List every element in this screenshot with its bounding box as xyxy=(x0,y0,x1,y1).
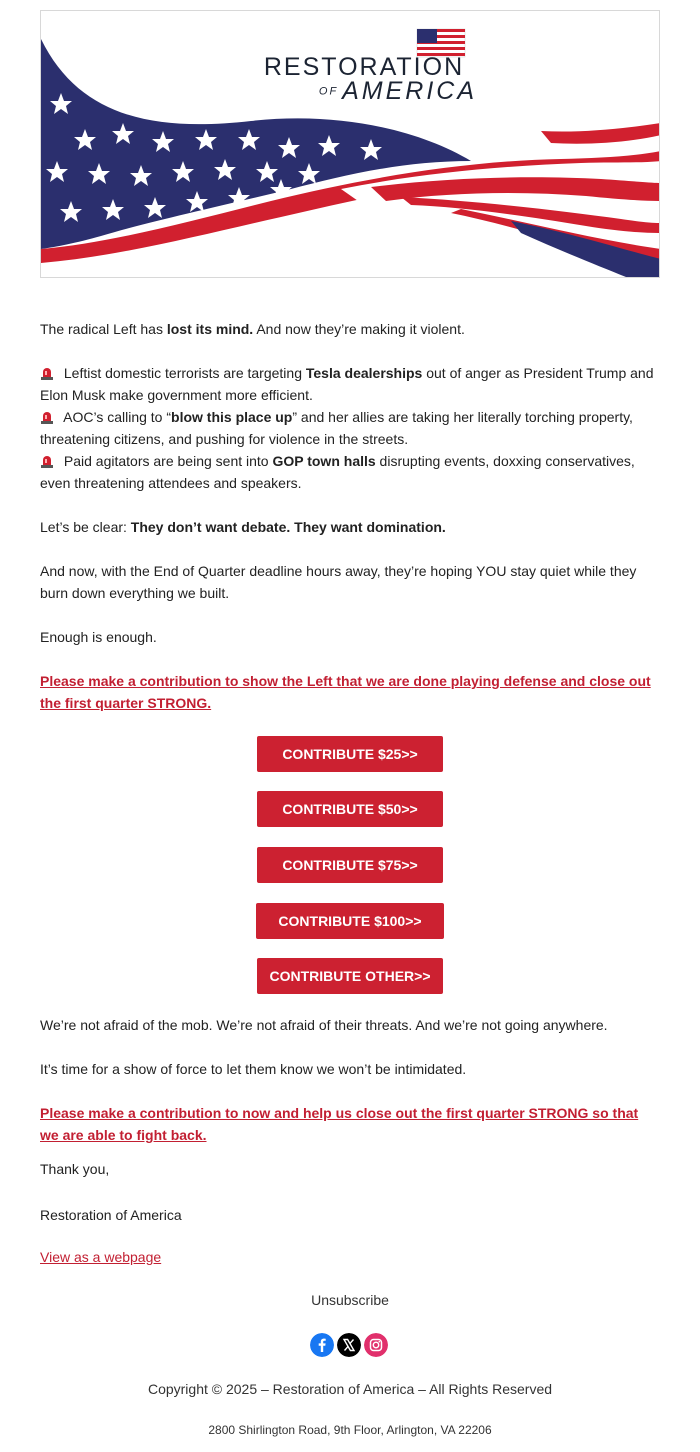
copyright-text: Copyright © 2025 – Restoration of America – All Rights Reserved xyxy=(147,1381,553,1397)
view-as-webpage-link[interactable]: View as a webpage xyxy=(40,1249,162,1265)
contribute-50-button[interactable]: CONTRIBUTE $50>> xyxy=(257,791,443,827)
unsubscribe-row xyxy=(0,1290,700,1310)
social-icons xyxy=(310,1333,390,1357)
intro-paragraph xyxy=(40,318,660,340)
bullet-text: out of anger as President Trump and Elon Musk make government more efficient. xyxy=(40,365,654,403)
intro-text: The radical Left has xyxy=(40,321,167,337)
contribute-cta-link-2[interactable]: Please make a contribution to now and help us close out the first quarter STRONG so that we are able to fight back. xyxy=(40,1105,639,1143)
logo-wordmark: RESTORATION xyxy=(263,53,465,81)
enough-paragraph: Enough is enough. xyxy=(40,629,157,645)
unsubscribe-link[interactable]: Unsubscribe xyxy=(311,1292,389,1308)
closing-section xyxy=(40,1014,660,1268)
logo-subline xyxy=(277,77,477,106)
intro-bold: lost its mind. xyxy=(166,321,254,337)
thanks-text: Thank you, xyxy=(40,1161,110,1177)
header-banner xyxy=(40,10,660,278)
facebook-icon[interactable] xyxy=(310,1333,334,1357)
intro-suffix: And now they’re making it violent. xyxy=(253,321,465,337)
bullet-text: Paid agitators are being sent into xyxy=(60,453,273,469)
bullet-aoc xyxy=(40,406,660,450)
email-body xyxy=(40,318,660,714)
bullet-text: ” and her allies are taking her literally torching property, threatening citizens, and pushing for violence in the streets. xyxy=(40,409,633,447)
bullet-town-halls xyxy=(40,450,660,494)
contribute-100-button[interactable]: CONTRIBUTE $100>> xyxy=(256,903,444,939)
logo-of: OF xyxy=(318,85,339,98)
contribute-75-button[interactable]: CONTRIBUTE $75>> xyxy=(257,847,443,883)
clear-bold: They don’t want debate. They want domination. xyxy=(130,519,446,535)
flag-wave-graphic xyxy=(41,11,660,278)
bullet-text: disrupting events, doxxing conservatives, even threatening attendees and speakers. xyxy=(40,453,635,491)
bullet-bold: GOP town halls xyxy=(272,453,376,469)
siren-icon xyxy=(40,454,54,468)
siren-icon xyxy=(40,410,54,424)
bullet-tesla xyxy=(40,362,660,406)
address-text: 2800 Shirlington Road, 9th Floor, Arlington, VA 22206 xyxy=(208,1423,492,1437)
bullet-bold: Tesla dealerships xyxy=(305,365,423,381)
bullet-text: Leftist domestic terrorists are targeting xyxy=(60,365,306,381)
logo-america: AMERICA xyxy=(342,77,477,105)
clear-paragraph xyxy=(40,516,660,538)
siren-icon xyxy=(40,366,54,380)
x-icon[interactable] xyxy=(337,1333,361,1357)
show-force-paragraph: It’s time for a show of force to let them know we won’t be intimidated. xyxy=(40,1061,467,1077)
bullet-bold: blow this place up xyxy=(171,409,293,425)
signature-text: Restoration of America xyxy=(40,1207,182,1223)
bullet-text: AOC’s calling to “ xyxy=(60,409,172,425)
not-afraid-paragraph: We’re not afraid of the mob. We’re not afraid of their threats. And we’re not going anywhere. xyxy=(40,1017,608,1033)
contribute-other-button[interactable]: CONTRIBUTE OTHER>> xyxy=(257,958,443,994)
contribute-25-button[interactable]: CONTRIBUTE $25>> xyxy=(257,736,443,772)
clear-text: Let’s be clear: xyxy=(40,519,131,535)
instagram-icon[interactable] xyxy=(364,1333,388,1357)
deadline-paragraph: And now, with the End of Quarter deadline hours away, they’re hoping YOU stay quiet while they burn down everything we built. xyxy=(40,563,637,601)
contribute-cta-link[interactable]: Please make a contribution to show the Left that we are done playing defense and close out the first quarter STRONG. xyxy=(40,673,651,711)
